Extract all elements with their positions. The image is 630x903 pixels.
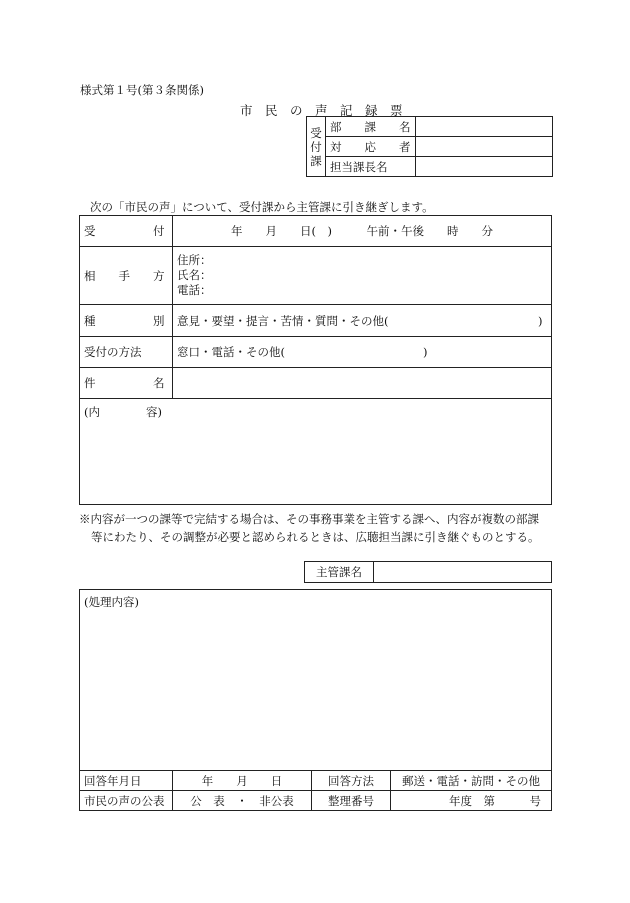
category-field[interactable]: 意見・要望・提言・苦情・質問・その他( ): [173, 305, 552, 337]
phone-line: 電話：: [177, 283, 212, 297]
counterpart-field[interactable]: [173, 247, 552, 305]
form-number: 様式第１号(第３条関係): [80, 83, 204, 97]
content-label: (内 容): [84, 405, 162, 419]
address-line: 住所：: [177, 253, 212, 267]
publication-field[interactable]: 公 表 ・ 非公表: [173, 791, 312, 811]
note-line-2: 等にわたり、その調整が必要と認められるときは、広聴担当課に引き継ぐものとする。: [91, 530, 540, 544]
processing-label: (処理内容): [84, 595, 139, 609]
processing-area[interactable]: [80, 590, 552, 771]
subject-field[interactable]: [173, 368, 552, 399]
content-area[interactable]: [80, 399, 552, 505]
page-title: 市 民 の 声 記 録 票: [240, 103, 403, 118]
method-field[interactable]: 窓口・電話・その他( ): [173, 337, 552, 368]
answer-date-field[interactable]: 年 月 日: [173, 771, 312, 791]
answer-date-label: 回答年月日: [80, 771, 173, 791]
dept-name-label: 部 課 名: [326, 117, 416, 137]
main-dept-label: 主管課名: [305, 562, 374, 583]
reception-dept-box: [306, 116, 553, 177]
subject-label: 件 名: [80, 368, 173, 399]
name-line: 氏名：: [177, 268, 212, 282]
publication-label: 市民の声の公表: [80, 791, 173, 811]
main-record-table: [79, 215, 552, 505]
side-char: 付: [310, 139, 322, 154]
category-label: 種 別: [80, 305, 173, 337]
processing-table: [79, 589, 552, 811]
reception-datetime-field[interactable]: 年 月 日( ) 午前・午後 時 分: [173, 216, 552, 247]
counterpart-label: 相 手 方: [80, 247, 173, 305]
reference-number-field[interactable]: 年度 第 号: [391, 791, 552, 811]
responder-field[interactable]: [415, 137, 553, 157]
main-dept-box: [304, 561, 552, 583]
intro-text: 次の「市民の声」について、受付課から主管課に引き継ぎします。: [90, 200, 434, 214]
answer-method-field[interactable]: 郵送・電話・訪問・その他: [391, 771, 552, 791]
note-line-1: ※内容が一つの課等で完結する場合は、その事務事業を主管する課へ、内容が複数の部課: [79, 512, 539, 526]
side-char: 受: [310, 125, 322, 140]
dept-name-field[interactable]: [415, 117, 553, 137]
section-chief-label: 担当課長名: [326, 157, 416, 177]
answer-method-label: 回答方法: [312, 771, 391, 791]
section-chief-field[interactable]: [415, 157, 553, 177]
reception-side-label: [307, 117, 326, 177]
responder-label: 対 応 者: [326, 137, 416, 157]
main-dept-field[interactable]: [374, 562, 552, 583]
side-char: 課: [310, 153, 322, 168]
reception-label: 受 付: [80, 216, 173, 247]
method-label: 受付の方法: [80, 337, 173, 368]
reference-number-label: 整理番号: [312, 791, 391, 811]
